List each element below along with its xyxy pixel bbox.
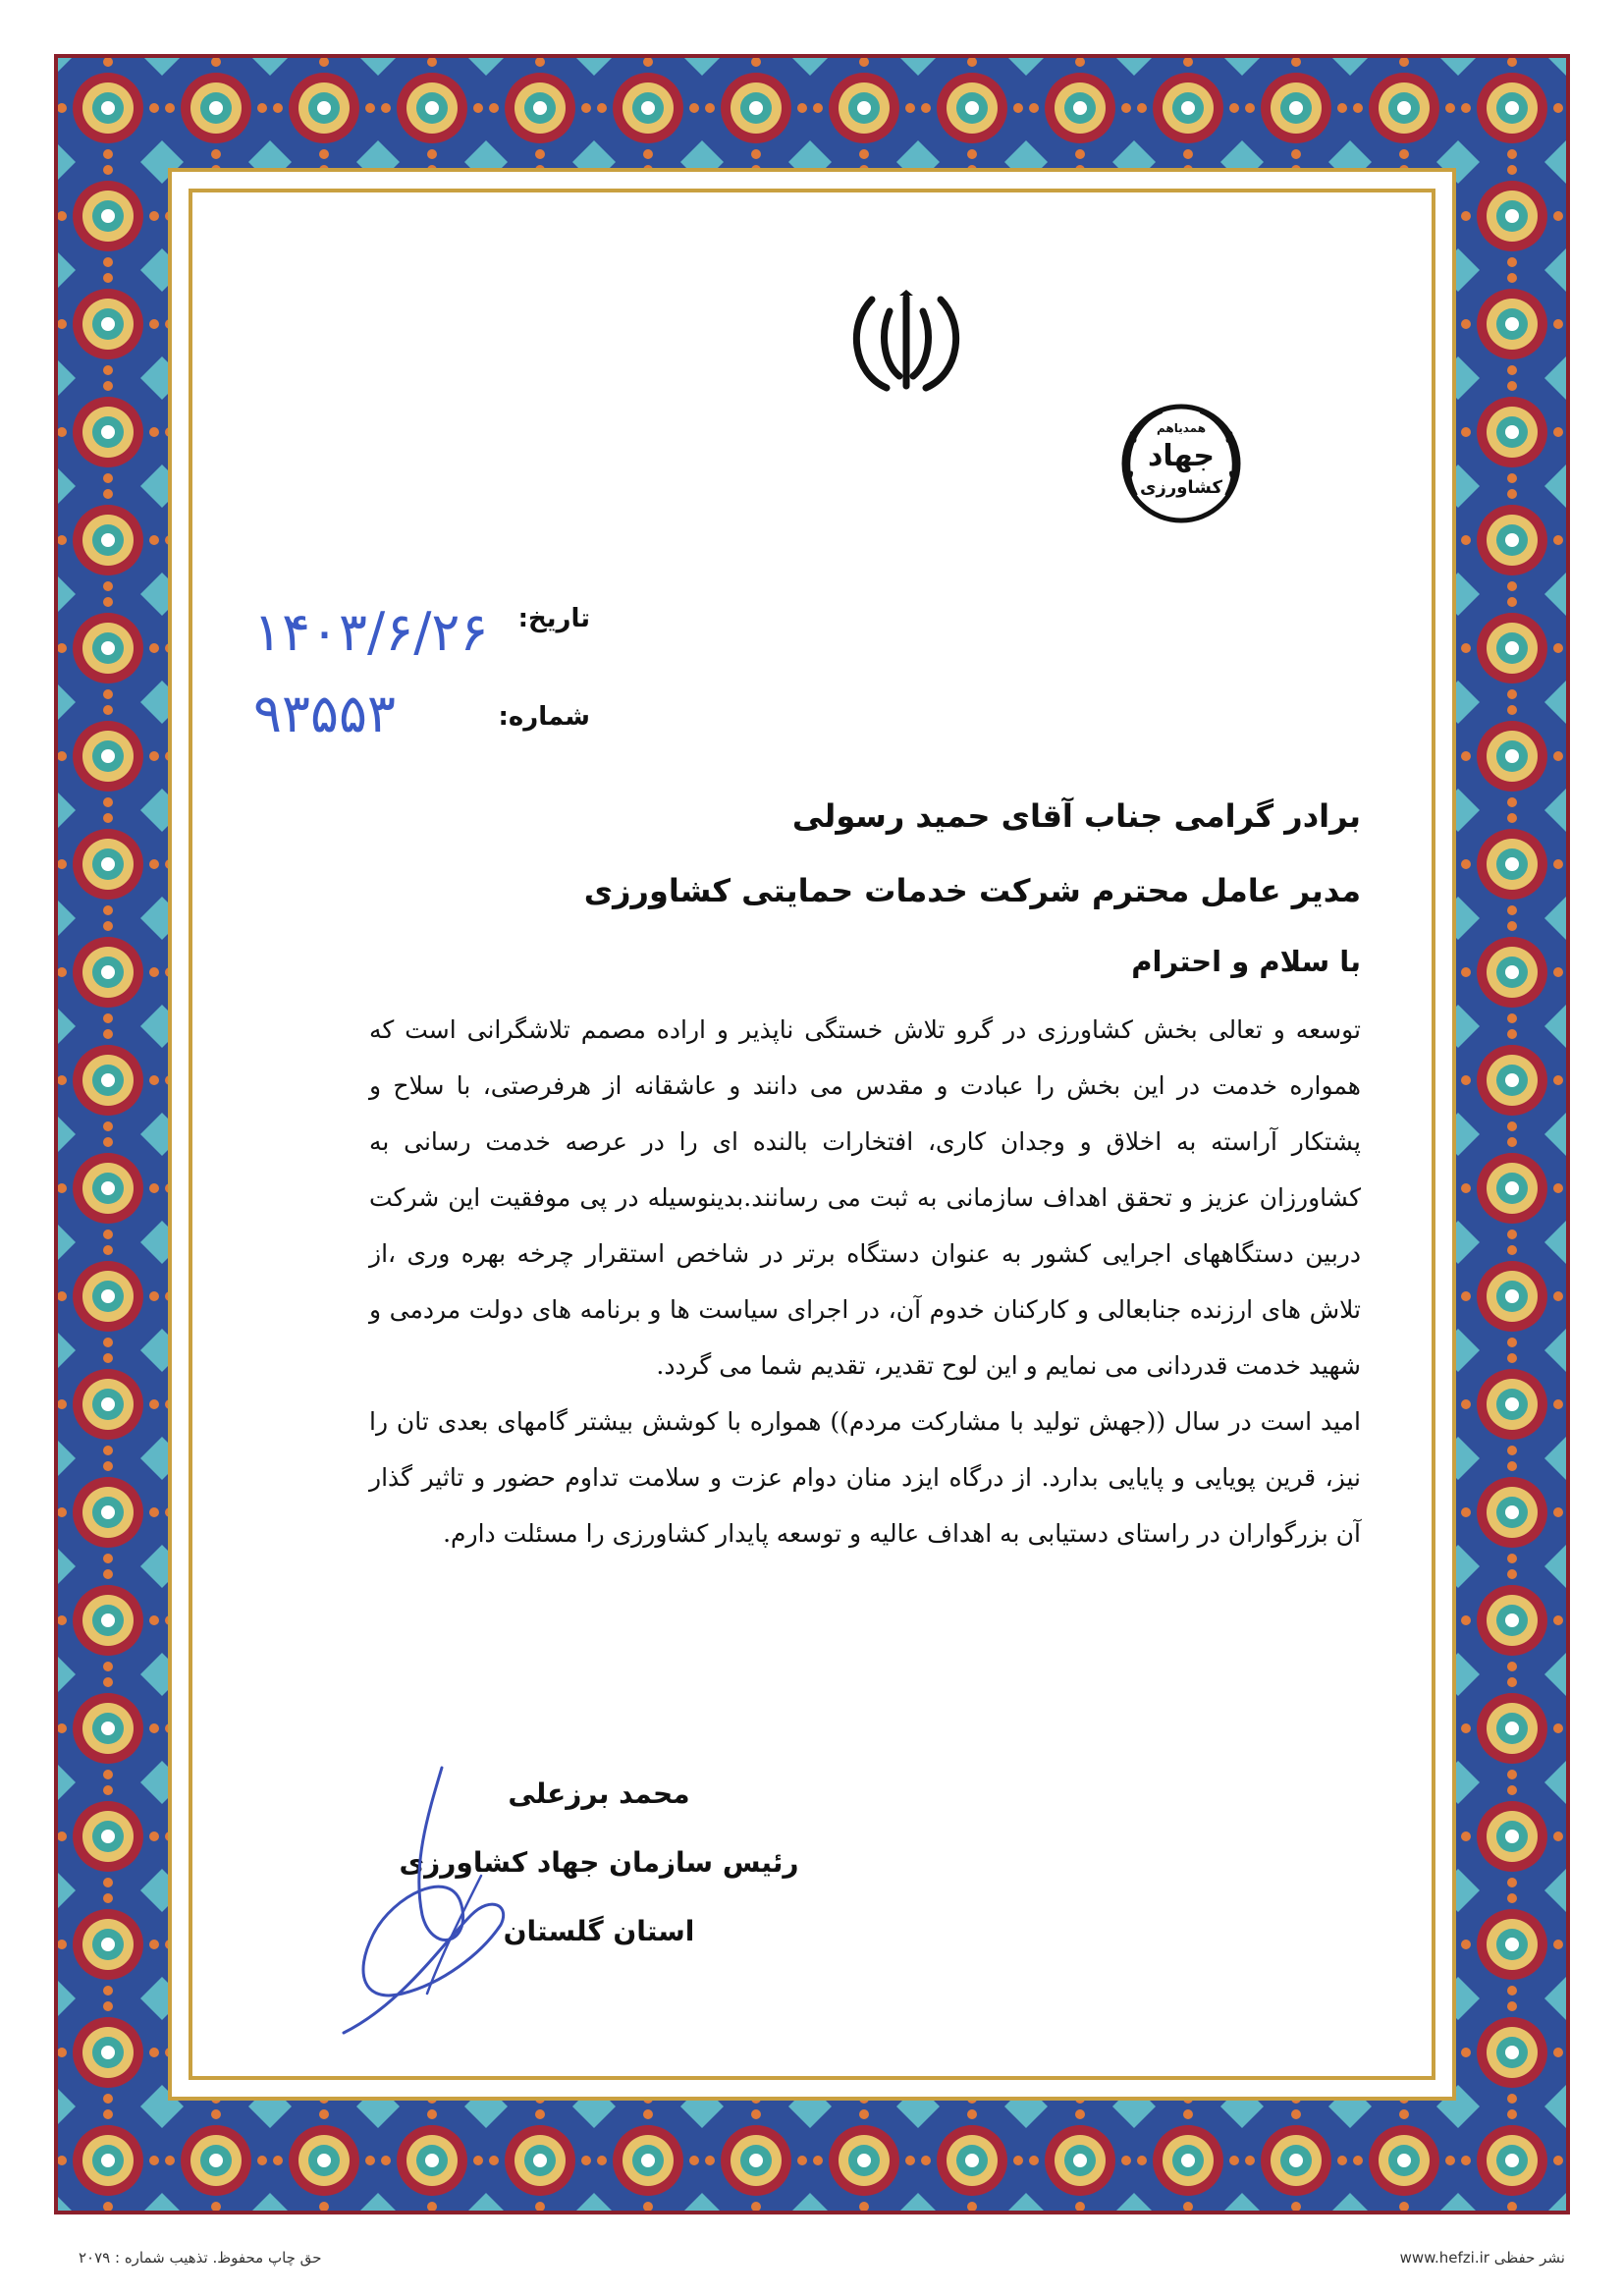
addressee-name: برادر گرامی جناب آقای حمید رسولی bbox=[791, 797, 1361, 835]
signer-name: محمد برزعلی bbox=[508, 1777, 690, 1810]
signer-province: استان گلستان bbox=[503, 1915, 695, 1947]
logo-line-1: همدیاهم bbox=[1156, 421, 1207, 435]
body-paragraph-2: امید است در سال ((جهش تولید با مشارکت مردم)) همواره با کوشش بیشتر گامهای بعدی تان را نیز، قرین پویایی و پایایی بدارد. از درگاه ایزد منان دوام عزت و سلامت تداوم حضور و تاثیر گذار آن بزرگواران در راستای دستیابی به اهداف عالیه و توسعه پایدار کشاورزی را مسئلت دارم. bbox=[369, 1407, 1361, 1548]
logo-line-3: کشاورزی bbox=[1140, 477, 1222, 498]
footer-publisher: www.hefzi.ir نشر حفظی bbox=[1399, 2249, 1565, 2267]
jahad-keshavarzi-logo bbox=[1108, 393, 1255, 535]
logo-line-2: جهاد bbox=[1147, 439, 1216, 473]
number-value: ۹۳۵۵۳ bbox=[253, 683, 397, 744]
greeting: با سلام و احترام bbox=[1131, 945, 1361, 978]
footer-copyright: حق چاپ محفوظ. تذهیب شماره : ۲۰۷۹ bbox=[79, 2249, 322, 2267]
signer-title: رئیس سازمان جهاد کشاورزی bbox=[399, 1846, 799, 1879]
body-paragraph-1: توسعه و تعالی بخش کشاورزی در گرو تلاش خستگی ناپذیر و اراده مصمم تلاشگرانی است که همواره خدمت در این بخش را عبادت و مقدس می دانند و عاشقانه از هرفرصتی، با سلاح و پشتکار آراسته به اخلاق و وجدان کاری، افتخارات بالنده ای را در عرصه خدمت رسانی به کشاورزان عزیز و تحقق اهداف سازمانی به ثبت می رسانند.بدینوسیله در پی موفقیت این شرکت دربین دستگاههای اجرایی کشور به عنوان دستگاه برتر در شاخص استقرار چرخه بهره وری ،از تلاش های ارزنده جنابعالی و کارکنان خدوم آن، در اجرای سیاست ها و برنامه های دولت مردمی و شهید خدمت قدردانی می نمایم و این لوح تقدیر، تقدیم شما می گردد. bbox=[369, 1015, 1361, 1380]
date-value: ۱۴۰۳/۶/۲۶ bbox=[253, 601, 489, 663]
addressee-title: مدیر عامل محترم شرکت خدمات حمایتی کشاورزی bbox=[583, 872, 1361, 909]
iran-emblem-icon bbox=[842, 290, 970, 398]
number-label: شماره: bbox=[498, 702, 590, 732]
letter-body bbox=[369, 1002, 1361, 1561]
date-label: تاریخ: bbox=[517, 604, 590, 633]
handwritten-signature bbox=[334, 1758, 540, 2043]
